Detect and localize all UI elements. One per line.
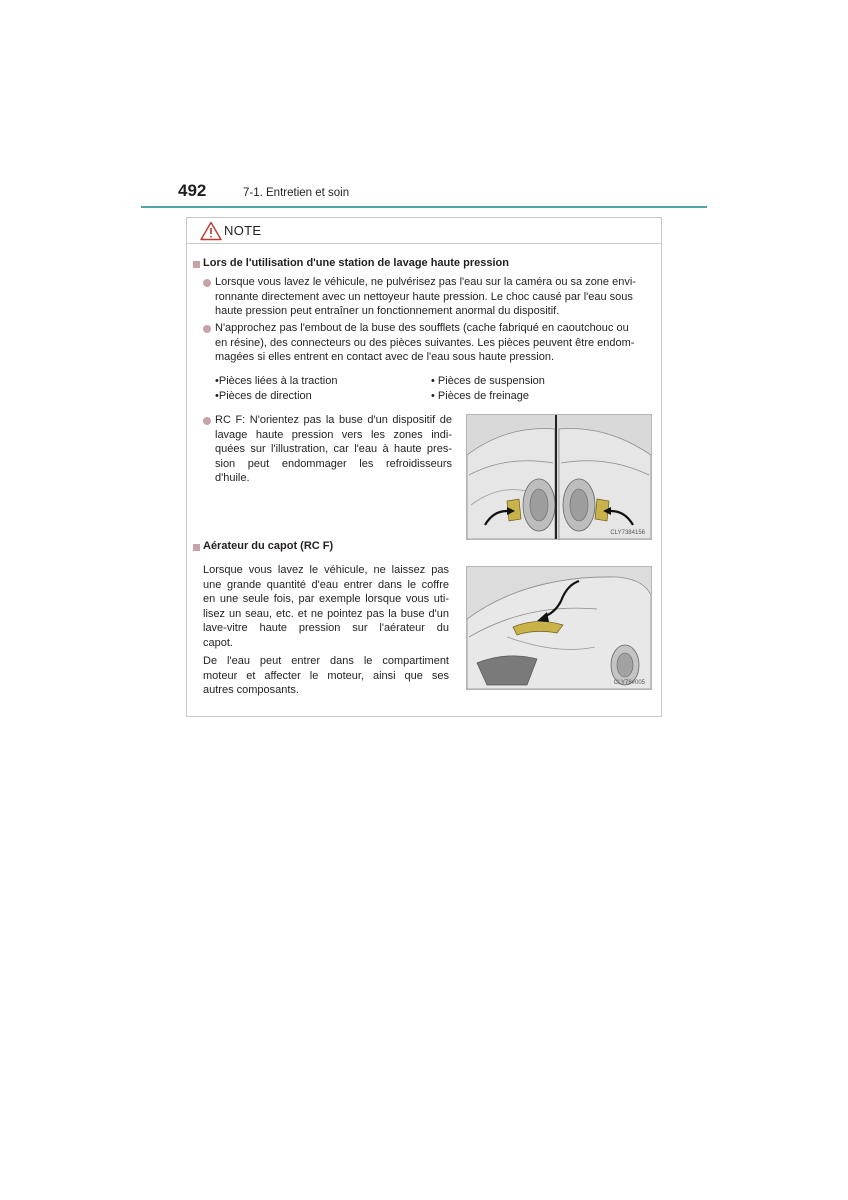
oil-cooler-illustration: [466, 414, 652, 540]
illustration-code: CLY78#005: [613, 680, 645, 686]
car-hood-vent-image: [467, 567, 651, 689]
bullet-dot-icon: [203, 279, 211, 287]
header-rule: [141, 206, 707, 208]
parts-list-right: • Pièces de suspension • Pièces de freinage: [431, 375, 545, 402]
section-square-icon: [193, 261, 200, 268]
bullet-dot-icon: [203, 325, 211, 333]
bullet3-text: RC F: N'orientez pas la buse d'un dispositif de lavage haute pression vers les zones indi- quées sur l'illustration, car l'eau à haute pres- sion peut endommager les refroidisseurs d'huile.: [215, 414, 452, 485]
section1-heading: Lors de l'utilisation d'une station de lavage haute pression: [203, 257, 509, 269]
note-label: NOTE: [224, 223, 262, 238]
note-box: [186, 217, 662, 717]
section-title: 7-1. Entretien et soin: [243, 187, 350, 199]
bullet-dot-icon: [203, 417, 211, 425]
section2-heading: Aérateur du capot (RC F): [203, 540, 334, 552]
parts-list-left: •Pièces liées à la traction •Pièces de direction: [215, 375, 338, 402]
note-header: [187, 218, 661, 244]
warning-icon: [200, 221, 222, 241]
section2-para2: De l'eau peut entrer dans le compartiment moteur et affecter le moteur, ainsi que ses autres composants.: [203, 655, 449, 697]
section-square-icon: [193, 544, 200, 551]
bullet2-text: N'approchez pas l'embout de la buse des soufflets (cache fabriqué en caoutchouc ou en résine), des connecteurs ou des pièces suivantes. Les pièces peuvent être endom- magées si elles entrent en contact avec de l'eau sous haute pression.: [215, 322, 635, 364]
section2-para1: Lorsque vous lavez le véhicule, ne laissez pas une grande quantité d'eau entrer dans le coffre en une seule fois, par exemple lorsque vous uti- lisez un seau, etc. et ne pointez pas la buse d'un lave-vitre haute pression sur l'aérateur du capot.: [203, 564, 449, 649]
illustration-code: CLY7384156: [610, 530, 645, 536]
page-number: 492: [178, 181, 207, 200]
car-front-oil-cooler-image: [467, 415, 651, 539]
bullet1-text: Lorsque vous lavez le véhicule, ne pulvérisez pas l'eau sur la caméra ou sa zone envi- ronnante directement avec un nettoyeur haute pression. Le choc causé par l'eau sous haute pression peut entraîner un fonctionnement anormal du dispositif.: [215, 276, 636, 318]
hood-vent-illustration: [466, 566, 652, 690]
